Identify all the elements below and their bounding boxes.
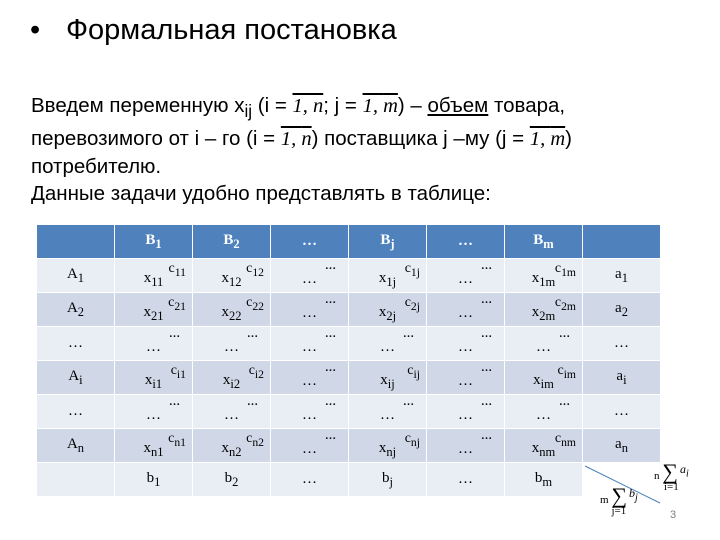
cell-text: B bbox=[145, 231, 156, 248]
range-start: 1, bbox=[280, 128, 302, 151]
cell-text: x bbox=[221, 303, 229, 320]
cell-text: x bbox=[221, 439, 229, 456]
cell-dots: … bbox=[247, 396, 258, 408]
cell-subscript: 1j bbox=[410, 265, 420, 279]
cell-text: x bbox=[378, 269, 387, 286]
cell-subscript: 12 bbox=[229, 274, 242, 289]
text-subscript: ij bbox=[244, 102, 253, 122]
text-segment: ; j = bbox=[323, 94, 363, 117]
sum-term-sub: j bbox=[635, 492, 638, 504]
page-number: 3 bbox=[670, 509, 677, 521]
cell-text: b bbox=[224, 469, 233, 486]
cell-text: B bbox=[533, 231, 544, 248]
paragraph-line-4: Данные задачи удобно представлять в таблице: bbox=[31, 182, 491, 206]
cell-subscript: n2 bbox=[229, 444, 242, 459]
cell-subscript: 1 bbox=[154, 474, 161, 489]
cell-text: b bbox=[382, 469, 390, 486]
cell-dots: … bbox=[481, 430, 492, 442]
cell-value: … bbox=[224, 339, 239, 355]
cell-text: x bbox=[221, 269, 229, 286]
sum-term: a bbox=[679, 462, 686, 477]
cell-subscript: 1m bbox=[561, 265, 576, 279]
cell-subscript: j bbox=[389, 474, 393, 489]
cell-subscript: n2 bbox=[252, 435, 264, 449]
cell-text: B bbox=[380, 231, 391, 248]
cell-subscript: n1 bbox=[174, 435, 186, 449]
cell-subscript: im bbox=[540, 376, 554, 391]
cell-subscript: nm bbox=[561, 435, 576, 449]
cell-text: a bbox=[615, 435, 622, 452]
cell-subscript: m bbox=[542, 474, 553, 489]
cell-subscript: i bbox=[623, 372, 627, 387]
cell-text: B bbox=[223, 231, 234, 248]
cell-text: b bbox=[534, 469, 543, 486]
header-cell: … bbox=[271, 225, 349, 259]
cell-text: x bbox=[222, 371, 231, 388]
cell-dots: … bbox=[481, 396, 492, 408]
cell-dots: … bbox=[169, 328, 180, 340]
cell-subscript: n bbox=[621, 440, 628, 455]
demand-cell: … bbox=[271, 463, 349, 497]
text-segment: товара, bbox=[488, 94, 566, 117]
cell-subscript: j bbox=[390, 236, 395, 251]
cell-dots: … bbox=[403, 328, 414, 340]
cell-text: c bbox=[170, 363, 177, 378]
cell-subscript: 2 bbox=[621, 304, 628, 319]
cell-text: A bbox=[68, 367, 80, 384]
cell-value: … bbox=[458, 305, 473, 321]
cell-dots: … bbox=[325, 260, 336, 272]
cell-text: c bbox=[554, 295, 562, 310]
cell-text: x bbox=[378, 303, 387, 320]
cell-text: c bbox=[168, 431, 175, 446]
cell-value: … bbox=[224, 407, 239, 423]
range-start: 1, bbox=[292, 95, 313, 117]
cell-value: … bbox=[536, 339, 551, 355]
cell-subscript: nm bbox=[539, 444, 556, 459]
cell-text: c bbox=[554, 261, 562, 276]
cell-subscript: nj bbox=[410, 435, 420, 449]
cell-text: c bbox=[168, 261, 175, 276]
cell-value: … bbox=[458, 271, 473, 287]
cell-subscript: ij bbox=[413, 367, 420, 381]
cell-subscript: 1j bbox=[386, 274, 397, 289]
cell-text: x bbox=[531, 439, 540, 456]
cell-dots: … bbox=[481, 260, 492, 272]
cell-subscript: 21 bbox=[151, 308, 164, 323]
cell-text: c bbox=[246, 261, 253, 276]
cell-dots: … bbox=[325, 396, 336, 408]
cell-subscript: ij bbox=[387, 376, 395, 391]
cell-subscript: 2 bbox=[232, 474, 239, 489]
cell-dots: … bbox=[481, 362, 492, 374]
cell-text: c bbox=[404, 295, 411, 310]
cell-value: … bbox=[302, 305, 317, 321]
cell-value: … bbox=[380, 339, 395, 355]
cell-value: … bbox=[458, 407, 473, 423]
sum-term: b bbox=[629, 486, 635, 501]
cell-value: … bbox=[146, 339, 161, 355]
cell-subscript: im bbox=[563, 367, 576, 381]
text-segment: Введем переменную x bbox=[31, 94, 245, 117]
cell-subscript: 1 bbox=[155, 236, 162, 251]
cell-text: A bbox=[66, 299, 78, 316]
cell-dots: … bbox=[325, 362, 336, 374]
cell-subscript: 12 bbox=[252, 265, 264, 279]
sigma-icon: ∑ bbox=[611, 483, 627, 508]
range-start: 1, bbox=[529, 128, 551, 151]
cell-value: … bbox=[536, 407, 551, 423]
cell-subscript: i1 bbox=[152, 376, 163, 391]
cell-value: … bbox=[302, 271, 317, 287]
cell-subscript: 2j bbox=[386, 308, 397, 323]
cell-subscript: nj bbox=[386, 444, 397, 459]
cell-dots: … bbox=[325, 294, 336, 306]
cell-subscript: 1m bbox=[539, 274, 556, 289]
cell-text: A bbox=[66, 435, 78, 452]
cell-text: x bbox=[143, 439, 151, 456]
title-text: Формальная постановка bbox=[66, 14, 397, 46]
cell-text: x bbox=[531, 303, 540, 320]
header-cell: … bbox=[427, 225, 505, 259]
cell-value: … bbox=[380, 407, 395, 423]
cell-text: x bbox=[380, 371, 388, 388]
cell-text: x bbox=[143, 269, 152, 286]
sum-upper: n bbox=[654, 470, 660, 482]
cell-text: x bbox=[378, 439, 387, 456]
cell-text: a bbox=[615, 265, 622, 282]
cell-text: x bbox=[533, 371, 541, 388]
cell-text: c bbox=[248, 363, 255, 378]
cell-dots: … bbox=[403, 396, 414, 408]
cell-subscript: i2 bbox=[230, 376, 241, 391]
cell-subscript: 2m bbox=[539, 308, 556, 323]
cell-subscript: i bbox=[79, 372, 83, 387]
cell-value: … bbox=[458, 441, 473, 457]
cell-subscript: 2m bbox=[561, 299, 576, 313]
title-bullet: • bbox=[30, 14, 41, 46]
cell-subscript: 2 bbox=[77, 304, 85, 319]
cell-text: x bbox=[143, 303, 151, 320]
cell-value: … bbox=[302, 339, 317, 355]
cell-value: … bbox=[146, 407, 161, 423]
cell-dots: … bbox=[325, 328, 336, 340]
cell-text: c bbox=[168, 295, 175, 310]
supply-cell: … bbox=[583, 395, 661, 429]
cell-dots: … bbox=[325, 430, 336, 442]
sum-demand bbox=[600, 483, 638, 517]
cell-subscript: 11 bbox=[174, 265, 186, 279]
cell-dots: … bbox=[559, 328, 570, 340]
cell-value: … bbox=[302, 441, 317, 457]
sum-supply bbox=[654, 459, 689, 493]
cell-text: b bbox=[146, 469, 155, 486]
cell-subscript: 22 bbox=[252, 299, 264, 313]
cell-text: a bbox=[615, 299, 622, 316]
cell-subscript: 21 bbox=[174, 299, 186, 313]
underlined-word: объем bbox=[427, 94, 489, 117]
cell-subscript: 2 bbox=[233, 236, 240, 251]
demand-cell: … bbox=[427, 463, 505, 497]
sum-lower: i=1 bbox=[663, 481, 679, 493]
cell-dots: … bbox=[559, 396, 570, 408]
sum-lower: j=1 bbox=[611, 505, 627, 517]
cell-text: a bbox=[616, 367, 624, 384]
cell-text: c bbox=[557, 363, 564, 378]
cell-subscript: 11 bbox=[151, 274, 164, 289]
cell-value: … bbox=[458, 339, 473, 355]
cell-subscript: n1 bbox=[151, 444, 164, 459]
cell-dots: … bbox=[481, 294, 492, 306]
cell-text: c bbox=[407, 363, 414, 378]
row-label: … bbox=[37, 327, 115, 361]
cell-subscript: 22 bbox=[229, 308, 242, 323]
range-end: n bbox=[313, 95, 324, 117]
cell-text: c bbox=[404, 431, 411, 446]
row-label: … bbox=[37, 395, 115, 429]
cell-text: A bbox=[66, 265, 78, 282]
range-end: m bbox=[550, 128, 566, 151]
cell-text: c bbox=[246, 431, 253, 446]
text-segment: перевозимого от i – го (i = bbox=[31, 127, 281, 151]
cell-value: … bbox=[302, 373, 317, 389]
text-segment: ) поставщика j –му (j = bbox=[311, 127, 530, 151]
supply-cell: … bbox=[583, 327, 661, 361]
text-segment: ) bbox=[565, 127, 572, 151]
sum-upper: m bbox=[600, 494, 609, 506]
range-end: m bbox=[383, 95, 398, 117]
sum-term-sub: i bbox=[685, 468, 689, 480]
cell-subscript: 2j bbox=[410, 299, 420, 313]
cell-dots: … bbox=[169, 396, 180, 408]
cell-text: x bbox=[144, 371, 153, 388]
text-segment: (i = bbox=[252, 94, 293, 117]
cell-subscript: 1 bbox=[77, 270, 85, 285]
sigma-icon: ∑ bbox=[662, 459, 678, 484]
cell-subscript: i1 bbox=[176, 367, 186, 381]
cell-dots: … bbox=[481, 328, 492, 340]
cell-text: c bbox=[246, 295, 253, 310]
cell-subscript: m bbox=[543, 236, 554, 251]
cell-text: x bbox=[531, 269, 540, 286]
range-start: 1, bbox=[362, 95, 384, 117]
cell-subscript: n bbox=[77, 440, 85, 455]
cell-dots: … bbox=[247, 328, 258, 340]
cell-text: c bbox=[404, 261, 411, 276]
range-end: n bbox=[301, 128, 312, 151]
cell-subscript: i2 bbox=[254, 367, 264, 381]
cell-text: c bbox=[554, 431, 562, 446]
cell-subscript: 1 bbox=[621, 270, 628, 285]
text-segment: ) – bbox=[397, 94, 428, 117]
paragraph-line-3: потребителю. bbox=[31, 155, 162, 179]
cell-value: … bbox=[302, 407, 317, 423]
cell-value: … bbox=[458, 373, 473, 389]
